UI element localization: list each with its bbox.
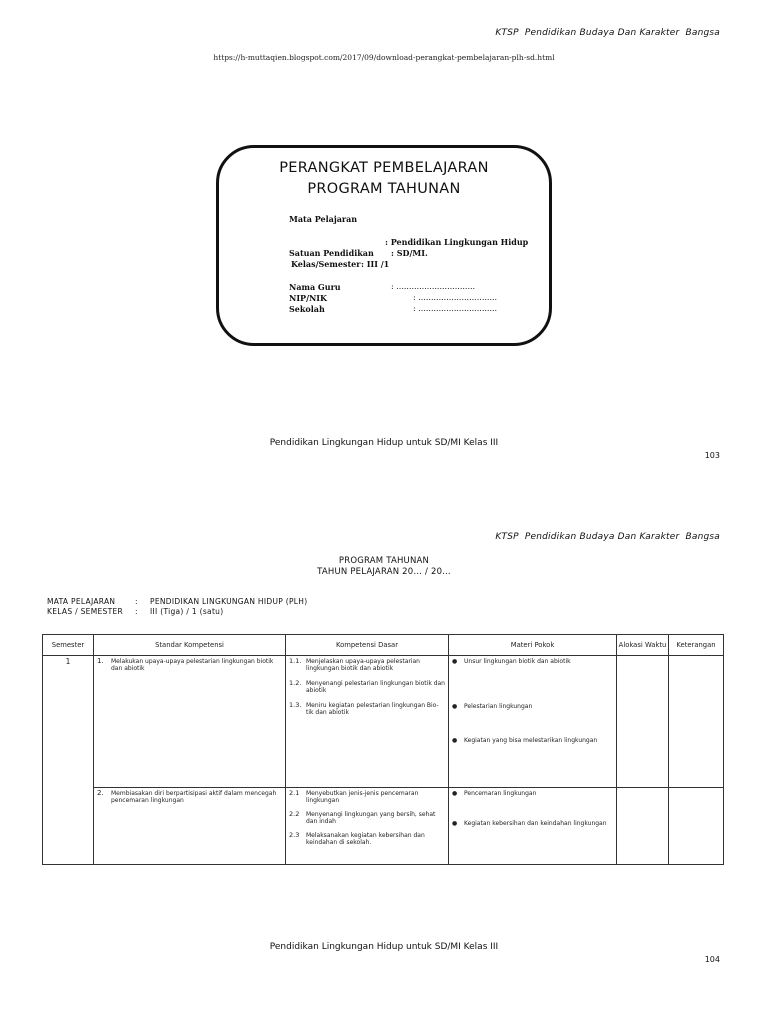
cover-box (216, 145, 552, 346)
materi-item: Kegiatan yang bisa melestarikan lingkungan (464, 737, 598, 744)
cover-kelas-label: Kelas/Semester (291, 259, 361, 269)
kelas-label: KELAS / SEMESTER (47, 607, 123, 616)
header-materi-pokok: Materi Pokok (449, 635, 617, 656)
kd-text: Meniru kegiatan pelestarian lingkungan Bio-tik dan abiotik (306, 702, 439, 716)
page2-number: 104 (704, 955, 720, 964)
keterangan-cell (669, 788, 724, 865)
cover-title: PERANGKAT PEMBELAJARAN (279, 160, 489, 176)
header-alokasi-waktu: Alokasi Waktu (617, 635, 669, 656)
cover-nip-label: NIP/NIK (289, 293, 327, 303)
alokasi-cell (617, 788, 669, 865)
table-header-row (43, 635, 724, 656)
sk-cell (94, 788, 286, 865)
page1-header: KTSP Pendidikan Budaya Dan Karakter Bangsa (495, 28, 720, 38)
sk-number: 2. (97, 789, 104, 797)
materi-cell (449, 788, 617, 865)
kd-number: 1.2. (289, 679, 302, 687)
header-keterangan: Keterangan (669, 635, 724, 656)
materi-item: Kegiatan kebersihan dan keindahan lingkungan (464, 820, 607, 827)
kd-number: 2.3 (289, 831, 300, 839)
cover-nama-guru-value: : ............................... (391, 282, 476, 291)
kd-text: Menjelaskan upaya-upaya pelestarian lingkungan biotik dan abiotik (306, 658, 420, 672)
bullet-icon: ● (452, 658, 458, 665)
kd-text: Menyenangi lingkungan yang bersih, sehat dan indah (306, 811, 436, 825)
kd-number: 2.1 (289, 789, 300, 797)
cover-sekolah-label: Sekolah (289, 304, 325, 314)
materi-item: Unsur lingkungan biotik dan abiotik (464, 658, 571, 665)
sk-number: 1. (97, 657, 104, 665)
bullet-icon: ● (452, 820, 458, 827)
program-title: PROGRAM TAHUNAN (338, 556, 430, 566)
kelas-value: III (Tiga) / 1 (satu) (150, 607, 224, 616)
page1-footer: Pendidikan Lingkungan Hidup untuk SD/MI Kelas III (269, 438, 499, 448)
mata-pelajaran-value: PENDIDIKAN LINGKUNGAN HIDUP (PLH) (150, 597, 308, 606)
sk-text: Membiasakan diri berpartisipasi aktif dalam mencegah pencemaran lingkungan (111, 790, 277, 804)
cover-mata-pelajaran-label: Mata Pelajaran (289, 214, 358, 224)
materi-item: Pelestarian lingkungan (464, 703, 533, 710)
program-tahunan-table (42, 634, 724, 865)
alokasi-cell (617, 656, 669, 788)
page2-header: KTSP Pendidikan Budaya Dan Karakter Bangsa (495, 532, 720, 542)
kd-cell (286, 788, 449, 865)
cover-kelas-value: : III /1 (361, 259, 390, 269)
bullet-icon: ● (452, 790, 458, 797)
bullet-icon: ● (452, 737, 458, 744)
table-row (43, 656, 724, 788)
materi-cell (449, 656, 617, 788)
mata-pelajaran-label: MATA PELAJARAN (47, 597, 116, 606)
materi-item: Pencemaran lingkungan (464, 790, 537, 797)
page2-footer: Pendidikan Lingkungan Hidup untuk SD/MI Kelas III (269, 942, 499, 952)
kd-text: Menyenangi pelestarian lingkungan biotik dan abiotik (306, 680, 445, 694)
sk-cell (94, 656, 286, 788)
cover-sekolah-value: : ............................... (413, 304, 498, 313)
keterangan-cell (669, 656, 724, 788)
kd-text: Melaksanakan kegiatan kebersihan dan keindahan di sekolah. (306, 832, 425, 846)
table-row (43, 788, 724, 865)
cover-mata-pelajaran-value: : Pendidikan Lingkungan Hidup (385, 237, 529, 247)
cover-subtitle: PROGRAM TAHUNAN (307, 181, 461, 197)
cover-satuan-value: : SD/MI. (391, 248, 428, 258)
header-kompetensi-dasar: Kompetensi Dasar (286, 635, 449, 656)
tahun-pelajaran-title: TAHUN PELAJARAN 20… / 20… (317, 567, 451, 577)
header-semester: Semester (43, 635, 94, 656)
header-standar-kompetensi: Standar Kompetensi (94, 635, 286, 656)
cover-nip-value: : ............................... (413, 293, 498, 302)
kelas-sep: : (135, 607, 138, 616)
kd-number: 2.2 (289, 810, 300, 818)
cover-nama-guru-label: Nama Guru (289, 282, 341, 292)
kd-cell (286, 656, 449, 788)
bullet-icon: ● (452, 703, 458, 710)
semester-cell: 1 (43, 656, 94, 865)
kd-number: 1.3. (289, 701, 302, 709)
sk-text: Melakukan upaya-upaya pelestarian lingkungan biotik dan abiotik (111, 658, 274, 672)
cover-satuan-label: Satuan Pendidikan (289, 248, 374, 258)
source-url[interactable]: https://h-muttaqien.blogspot.com/2017/09/download-perangkat-pembelajaran-plh-sd.html (213, 53, 555, 62)
page1-number: 103 (704, 451, 720, 460)
mata-pelajaran-sep: : (135, 597, 138, 606)
kd-number: 1.1. (289, 657, 302, 665)
kd-text: Menyebutkan jenis-jenis pencemaran lingkungan (306, 790, 419, 804)
